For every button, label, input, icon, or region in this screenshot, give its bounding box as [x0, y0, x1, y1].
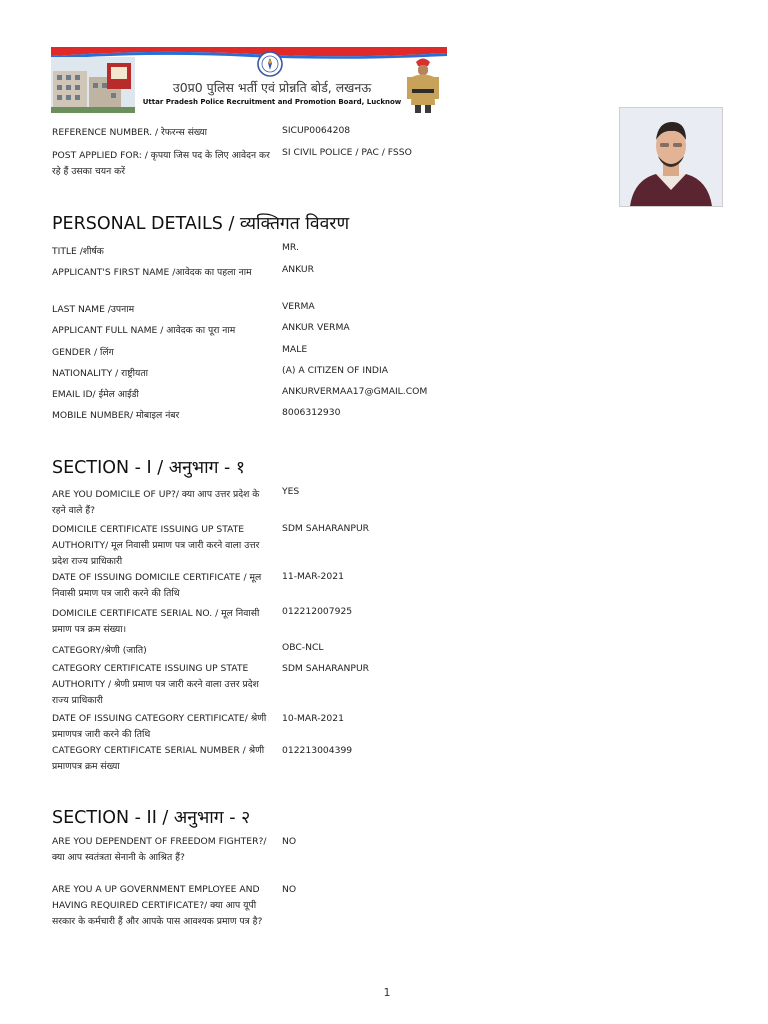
reference-number-label: REFERENCE NUMBER. / रेफरन्स संख्या	[52, 127, 208, 138]
first-name-label: APPLICANT'S FIRST NAME /आवेदक का पहला नाम	[52, 267, 252, 278]
title-label: TITLE /शीर्षक	[52, 246, 104, 257]
police-officer-image	[403, 55, 443, 113]
full-name-value: ANKUR VERMA	[282, 322, 350, 333]
gender-value: MALE	[282, 344, 308, 355]
freedom-fighter-value: NO	[282, 836, 297, 847]
mobile-label: MOBILE NUMBER/ मोबाइल नंबर	[52, 410, 180, 421]
domicile-up-value: YES	[282, 486, 300, 497]
domicile-authority-label: DOMICILE CERTIFICATE ISSUING UP STATE AUTHORITY/ मूल निवासी प्रमाण पत्र जारी करने वाला उत्तर प्रदेश राज्य प्राधिकारी	[52, 524, 260, 567]
police-emblem-icon	[257, 51, 283, 77]
section-1-heading: SECTION - I / अनुभाग - १	[52, 458, 246, 478]
mobile-value: 8006312930	[282, 407, 341, 418]
freedom-fighter-label: ARE YOU DEPENDENT OF FREEDOM FIGHTER?/ क्या आप स्वतंत्रता सेनानी के आश्रित हैं?	[52, 836, 267, 863]
domicile-serial-value: 012212007925	[282, 606, 353, 617]
category-date-label: DATE OF ISSUING CATEGORY CERTIFICATE/ श्रेणी प्रमाणपत्र जारी करने की तिथि	[52, 713, 267, 740]
category-value: OBC-NCL	[282, 642, 324, 653]
header-banner	[51, 47, 447, 113]
full-name-label: APPLICANT FULL NAME / आवेदक का पूरा नाम	[52, 325, 236, 336]
first-name-value: ANKUR	[282, 264, 315, 275]
category-serial-label: CATEGORY CERTIFICATE SERIAL NUMBER / श्रेणी प्रमाणपत्र क्रम संख्या	[52, 745, 265, 772]
domicile-authority-value: SDM SAHARANPUR	[282, 523, 370, 534]
nationality-value: (A) A CITIZEN OF INDIA	[282, 365, 389, 376]
banner-title-hindi: उ0प्र0 पुलिस भर्ती एवं प्रोन्नति बोर्ड, लखनऊ	[172, 80, 372, 95]
last-name-value: VERMA	[282, 301, 315, 312]
domicile-date-label: DATE OF ISSUING DOMICILE CERTIFICATE / मूल निवासी प्रमाण पत्र जारी करने की तिथि	[52, 572, 262, 599]
category-authority-value: SDM SAHARANPUR	[282, 663, 370, 674]
category-label: CATEGORY/श्रेणी (जाति)	[52, 645, 147, 656]
applicant-photo	[619, 107, 723, 207]
post-applied-label: POST APPLIED FOR: / कृपया जिस पद के लिए आवेदन कर रहे हैं उसका चयन करें	[52, 150, 270, 177]
page-number: 1	[383, 986, 391, 999]
title-value: MR.	[282, 242, 299, 253]
nationality-label: NATIONALITY / राष्ट्रीयता	[52, 368, 148, 379]
domicile-serial-label: DOMICILE CERTIFICATE SERIAL NO. / मूल निवासी प्रमाण पत्र क्रम संख्या।	[52, 608, 260, 635]
reference-number-value: SICUP0064208	[282, 125, 351, 136]
govt-employee-label: ARE YOU A UP GOVERNMENT EMPLOYEE AND HAVING REQUIRED CERTIFICATE?/ क्या आप यूपी सरकार के कर्मचारी हैं और आपके पास आवश्यक प्रमाण पत्र है?	[52, 884, 263, 927]
post-applied-value: SI CIVIL POLICE / PAC / FSSO	[282, 147, 412, 158]
personal-details-heading: PERSONAL DETAILS / व्यक्तिगत विवरण	[52, 214, 350, 234]
gender-label: GENDER / लिंग	[52, 347, 114, 358]
last-name-label: LAST NAME /उपनाम	[52, 304, 135, 315]
domicile-date-value: 11-MAR-2021	[282, 571, 344, 582]
banner-title-english: Uttar Pradesh Police Recruitment and Promotion Board, Lucknow	[142, 98, 402, 106]
category-date-value: 10-MAR-2021	[282, 713, 344, 724]
email-label: EMAIL ID/ ईमेल आईडी	[52, 389, 139, 400]
domicile-up-label: ARE YOU DOMICILE OF UP?/ क्या आप उत्तर प्रदेश के रहने वाले हैं?	[52, 489, 260, 516]
category-authority-label: CATEGORY CERTIFICATE ISSUING UP STATE AUTHORITY / श्रेणी प्रमाण पत्र जारी करने वाला उत्तर प्रदेश राज्य प्राधिकारी	[52, 663, 259, 706]
email-value: ANKURVERMAA17@GMAIL.COM	[282, 386, 428, 397]
section-2-heading: SECTION - II / अनुभाग - २	[52, 808, 251, 828]
govt-employee-value: NO	[282, 884, 297, 895]
category-serial-value: 012213004399	[282, 745, 353, 756]
